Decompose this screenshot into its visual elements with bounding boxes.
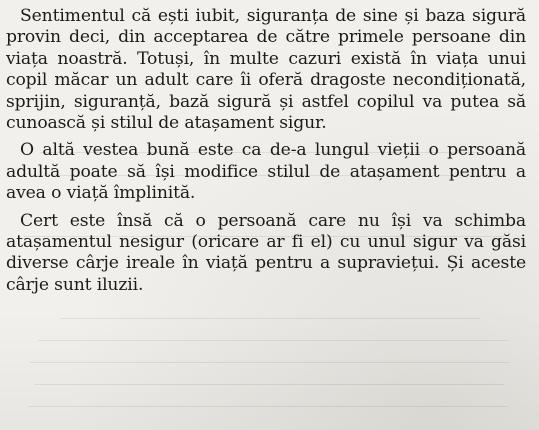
paragraph-illusions: Cert este însă că o persoană care nu își va schimba atașamentul nesigur (oricare ar fi el) cu unul sigur va găsi diverse cârje ireale în viață pentru a supraviețui. Și aceste cârje sunt iluzii. xyxy=(6,210,526,295)
paragraph-acceptance: Sentimentul că ești iubit, siguranța de sine și baza sigură provin deci, din acceptarea de către primele persoane din viața noastră. Totuși, în multe cazuri există în viața unui copil măcar un adult care îi oferă dragoste necondiționată, sprijin, siguranță, bază sigură și astfel copilul va putea să cunoască și stilul de atașament sigur. xyxy=(6,6,526,134)
paragraph-good-news: O altă vestea bună este ca de-a lungul vieții o persoană adultă poate să își modifice stilul de atașament pentru a avea o viață împlinită. xyxy=(6,140,526,204)
body-text xyxy=(6,6,526,296)
